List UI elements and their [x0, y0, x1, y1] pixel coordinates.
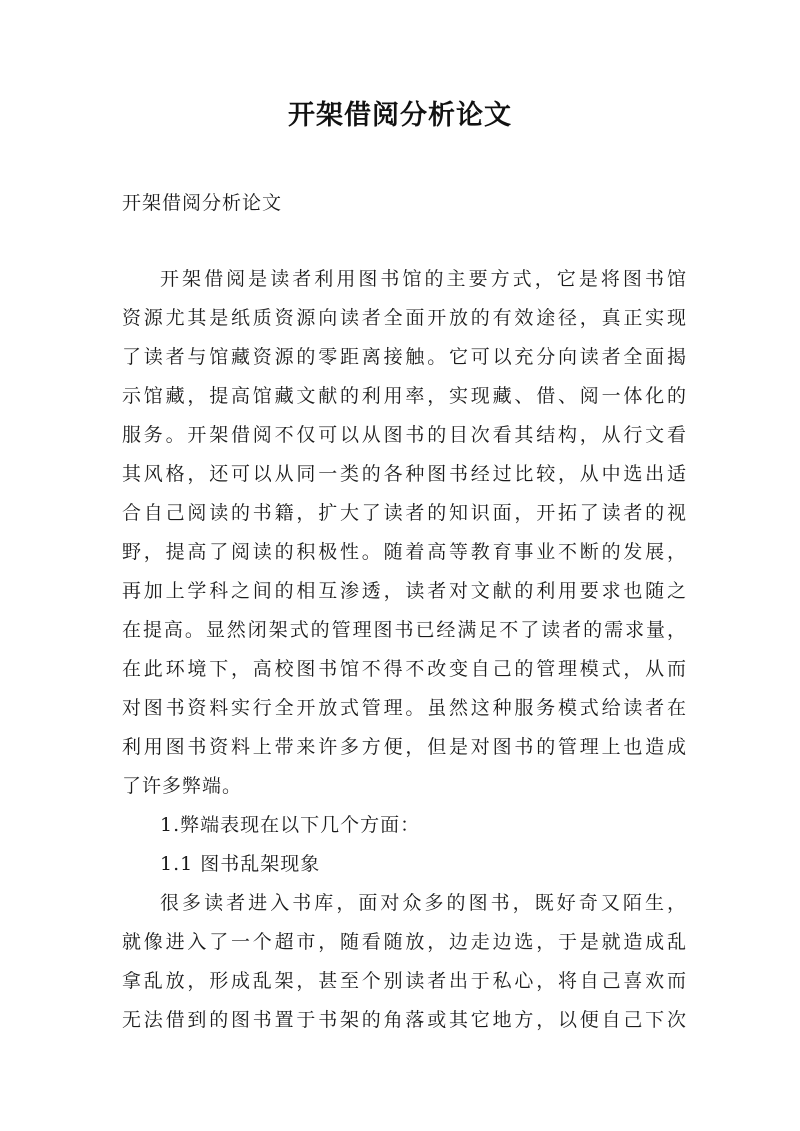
paragraph-line: 开架借阅是读者利用图书馆的主要方式，它是将图书馆	[160, 268, 686, 290]
paragraph-line: 无法借到的图书置于书架的角落或其它地方，以便自己下次	[122, 1009, 686, 1031]
paragraph-line: 示馆藏，提高馆藏文献的利用率，实现藏、借、阅一体化的	[122, 385, 686, 407]
paragraph-line: 很多读者进入书库，面对众多的图书，既好奇又陌生，	[160, 892, 686, 914]
paragraph-line: 再加上学科之间的相互渗透，读者对文献的利用要求也随之	[122, 580, 686, 602]
paragraph-line: 了读者与馆藏资源的零距离接触。它可以充分向读者全面揭	[122, 346, 686, 368]
paragraph-line: 在提高。显然闭架式的管理图书已经满足不了读者的需求量，	[122, 619, 686, 641]
subsection-heading: 1.1 图书乱架现象	[160, 853, 321, 875]
paragraph-line: 利用图书资料上带来许多方便，但是对图书的管理上也造成	[122, 736, 686, 758]
paragraph-line: 资源尤其是纸质资源向读者全面开放的有效途径，真正实现	[122, 307, 686, 329]
paragraph-line: 就像进入了一个超市，随看随放，边走边选，于是就造成乱	[122, 931, 686, 953]
paragraph-line: 拿乱放，形成乱架，甚至个别读者出于私心，将自己喜欢而	[122, 970, 686, 992]
paragraph-line: 其风格，还可以从同一类的各种图书经过比较，从中选出适	[122, 463, 686, 485]
paragraph-line: 服务。开架借阅不仅可以从图书的目次看其结构，从行文看	[122, 424, 686, 446]
section-heading: 1.弊端表现在以下几个方面：	[160, 814, 421, 836]
document-title: 开架借阅分析论文	[288, 100, 512, 131]
paragraph-line: 野，提高了阅读的积极性。随着高等教育事业不断的发展，	[122, 541, 686, 563]
document-subtitle: 开架借阅分析论文	[122, 192, 283, 214]
paragraph-line: 在此环境下，高校图书馆不得不改变自己的管理模式，从而	[122, 658, 686, 680]
paragraph-line: 了许多弊端。	[122, 775, 243, 797]
paragraph-line: 合自己阅读的书籍，扩大了读者的知识面，开拓了读者的视	[122, 502, 686, 524]
paragraph-line: 对图书资料实行全开放式管理。虽然这种服务模式给读者在	[122, 697, 686, 719]
